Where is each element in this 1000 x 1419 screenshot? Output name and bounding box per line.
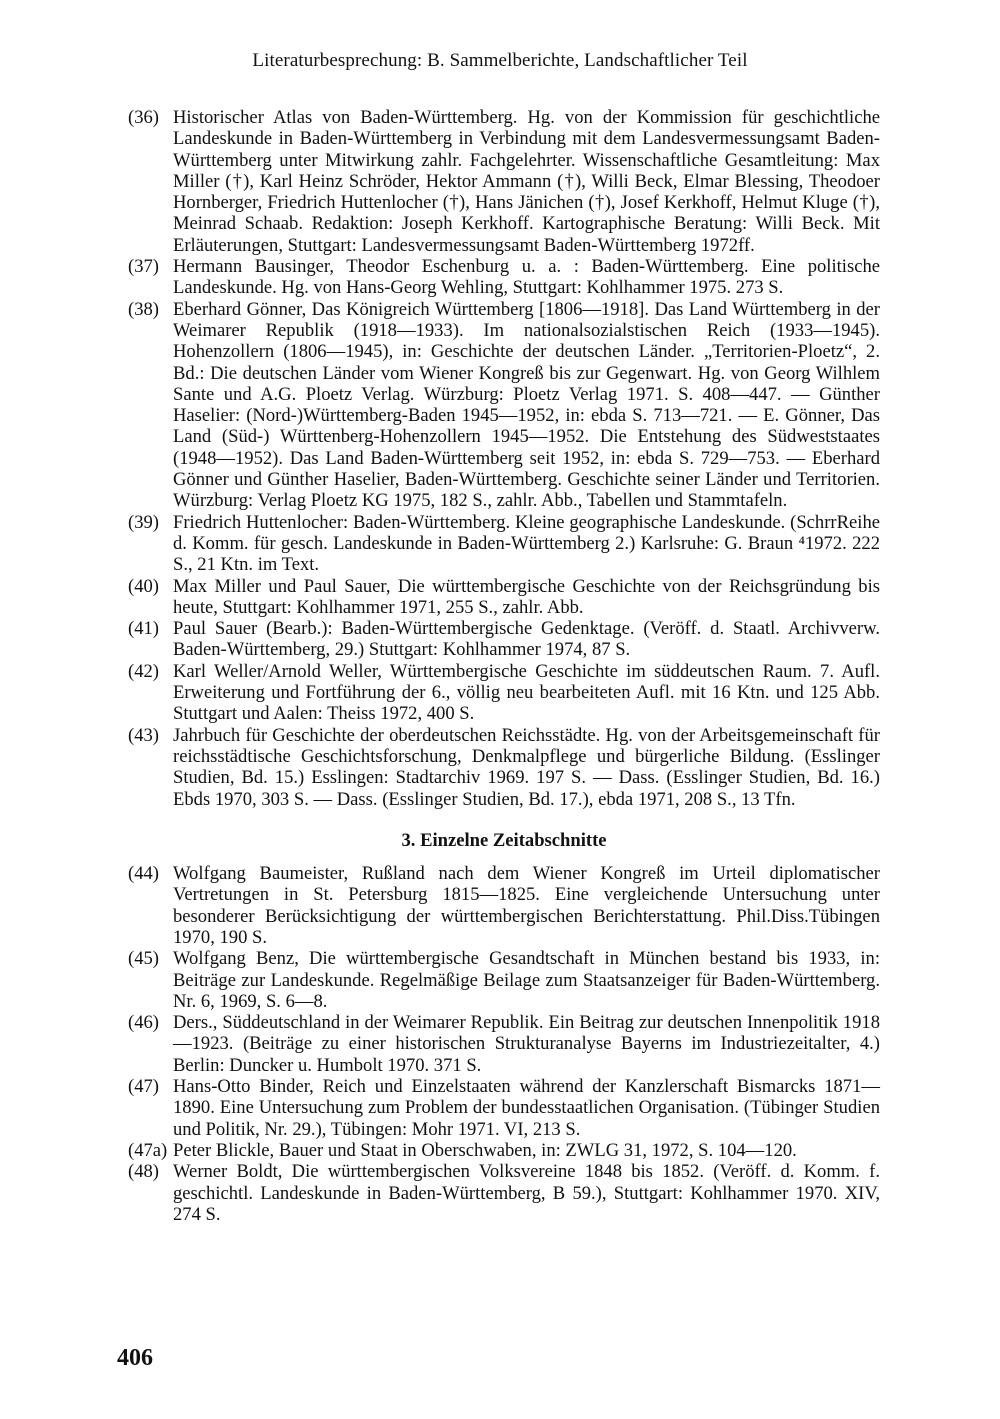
bibliography-entry (128, 256, 880, 299)
entry-text: Paul Sauer (Bearb.): Baden-Württembergische Gedenktage. (Veröff. d. Staatl. Archivverw. Baden-Württemberg, 29.) Stuttgart: Kohlhammer 1974, 87 S. (173, 618, 880, 661)
bibliography-entry (128, 1076, 880, 1140)
entry-number: (40) (128, 575, 159, 597)
entry-number: (45) (128, 948, 159, 970)
entry-text: Friedrich Huttenlocher: Baden-Württemberg. Kleine geographische Landeskunde. (SchrrReihe d. Komm. für gesch. Landeskunde in Baden-Württemberg 2.) Karlsruhe: G. Braun ⁴1972. 222 S., 21 Ktn. im Text. (173, 511, 880, 576)
entry-text: Karl Weller/Arnold Weller, Württembergische Geschichte im süddeutschen Raum. 7. Aufl. Erweiterung und Fortführung der 6., völlig neu bearbeiteten Aufl. mit 16 Ktn. und 125 Abb. Stuttgart und Aalen: Theiss 1972, 400 S. (173, 660, 880, 725)
entry-number: (47) (128, 1076, 159, 1098)
entry-text: Historischer Atlas von Baden-Württemberg. Hg. von der Kommission für geschichtliche Landeskunde in Baden-Württemberg in Verbindung mit dem Landesvermessungsamt Baden-Württemberg unter Mitwirkung zahlr. Fachgelehrter. Wissenschaftliche Gesamtleitung: Max Miller (†), Karl Heinz Schröder, Hektor Ammann (†), Willi Beck, Elmar Blessing, Theodoer Hornberger, Friedrich Huttenlocher (†), Hans Jänichen (†), Josef Kerkhoff, Helmut Kluge (†), Meinrad Schaab. Redaktion: Joseph Kerkhoff. Kartographische Beratung: Willi Beck. Mit Erläuterungen, Stuttgart: Landesvermessungsamt Baden-Württemberg 1972ff. (173, 107, 880, 256)
entry-number: (47a) (128, 1139, 168, 1161)
entry-number: (36) (128, 107, 159, 128)
entry-number: (44) (128, 863, 159, 885)
entry-text: Hans-Otto Binder, Reich und Einzelstaaten während der Kanzlerschaft Bismarcks 1871—1890. Eine Untersuchung zum Problem der bundesstaatlichen Organisation. (Tübinger Studien und Politik, Nr. 29.), Tübingen: Mohr 1971. VI, 213 S. (173, 1076, 880, 1140)
entry-text: Wolfgang Baumeister, Rußland nach dem Wiener Kongreß im Urteil diplomatischer Vertretungen in St. Petersburg 1815—1825. Eine vergleichende Untersuchung unter besonderer Berücksichtigung der württembergischen Berichterstattung. Phil.Diss.Tübingen 1970, 190 S. (173, 863, 880, 948)
bibliography-entry (128, 618, 880, 661)
bibliography-entry (128, 1161, 880, 1225)
bibliography-entry (128, 299, 880, 512)
entry-text: Ders., Süddeutschland in der Weimarer Republik. Ein Beitrag zur deutschen Innenpolitik 1918—1923. (Beiträge zu einer historischen Strukturanalyse Bayerns im Industriezeitalter, 4.) Berlin: Duncker u. Humbolt 1970. 371 S. (173, 1012, 880, 1076)
entry-text: Max Miller und Paul Sauer, Die württembergische Geschichte von der Reichsgründung bis heute, Stuttgart: Kohlhammer 1971, 255 S., zahlr. Abb. (173, 575, 880, 618)
entry-text: Hermann Bausinger, Theodor Eschenburg u. a. : Baden-Württemberg. Eine politische Landeskunde. Hg. von Hans-Georg Wehling, Stuttgart: Kohlhammer 1975. 273 S. (173, 256, 880, 299)
bibliography-entry (128, 1012, 880, 1076)
section-heading: 3. Einzelne Zeitabschnitte (401, 829, 607, 851)
bibliography-part-2 (128, 863, 880, 1225)
bibliography-entry (128, 661, 880, 725)
page-number: 406 (117, 1345, 153, 1371)
bibliography-entry (128, 107, 880, 256)
entry-number: (39) (128, 511, 159, 533)
entry-text: Eberhard Gönner, Das Königreich Württemberg [1806—1918]. Das Land Württemberg in der Weimarer Republik (1918—1933). Im nationalsozialstischen Reich (1933—1945). Hohenzollern (1806—1945), in: Geschichte der deutschen Länder. „Territorien-Ploetz“, 2. Bd.: Die deutschen Länder vom Wiener Kongreß bis zur Gegenwart. Hg. von Georg Wilhlem Sante und A.G. Ploetz Verlag. Würzburg: Ploetz Verlag 1971. S. 408—447. — Günther Haselier: (Nord-)Württemberg-Baden 1945—1952, in: ebda S. 713—721. — E. Gönner, Das Land (Süd-) Württenberg-Hohenzollern 1945—1952. Die Entstehung des Südweststaates (1948—1952). Das Land Baden-Württemberg seit 1952, in: ebda S. 729—753. — Eberhard Gönner und Günther Haselier, Baden-Württemberg. Geschichte seiner Länder und Territorien. Würzburg: Verlag Ploetz KG 1975, 182 S., zahlr. Abb., Tabellen und Stammtafeln. (173, 298, 880, 512)
entry-text: Peter Blickle, Bauer und Staat in Oberschwaben, in: ZWLG 31, 1972, S. 104—120. (173, 1139, 797, 1161)
entry-number: (46) (128, 1012, 159, 1034)
bibliography-entry (128, 863, 880, 948)
entry-number: (38) (128, 298, 159, 320)
running-head: Literaturbesprechung: B. Sammelberichte, Landschaftlicher Teil (252, 50, 748, 71)
entry-number: (48) (128, 1161, 159, 1183)
entry-number: (43) (128, 724, 159, 746)
entry-text: Jahrbuch für Geschichte der oberdeutschen Reichsstädte. Hg. von der Arbeitsgemeinschaft für reichsstädtische Geschichtsforschung, Denkmalpflege und bürgerliche Bildung. (Esslinger Studien, Bd. 15.) Esslingen: Stadtarchiv 1969. 197 S. — Dass. (Esslinger Studien, Bd. 16.) Ebds 1970, 303 S. — Dass. (Esslinger Studien, Bd. 17.), ebda 1971, 208 S., 13 Tfn. (173, 724, 880, 810)
bibliography-entry (128, 576, 880, 619)
entry-number: (41) (128, 618, 159, 640)
bibliography (128, 107, 880, 1225)
bibliography-entry (128, 1140, 880, 1161)
entry-number: (42) (128, 660, 159, 682)
bibliography-entry (128, 948, 880, 1012)
entry-number: (37) (128, 256, 159, 278)
bibliography-entry (128, 512, 880, 576)
bibliography-part-1 (128, 107, 880, 810)
entry-text: Werner Boldt, Die württembergischen Volksvereine 1848 bis 1852. (Veröff. d. Komm. f. geschichtl. Landeskunde in Baden-Württemberg, B 59.), Stuttgart: Kohlhammer 1970. XIV, 274 S. (173, 1161, 880, 1225)
bibliography-entry (128, 725, 880, 810)
entry-text: Wolfgang Benz, Die württembergische Gesandtschaft in München bestand bis 1933, in: Beiträge zur Landeskunde. Regelmäßige Beilage zum Staatsanzeiger für Baden-Württemberg. Nr. 6, 1969, S. 6—8. (173, 948, 880, 1012)
